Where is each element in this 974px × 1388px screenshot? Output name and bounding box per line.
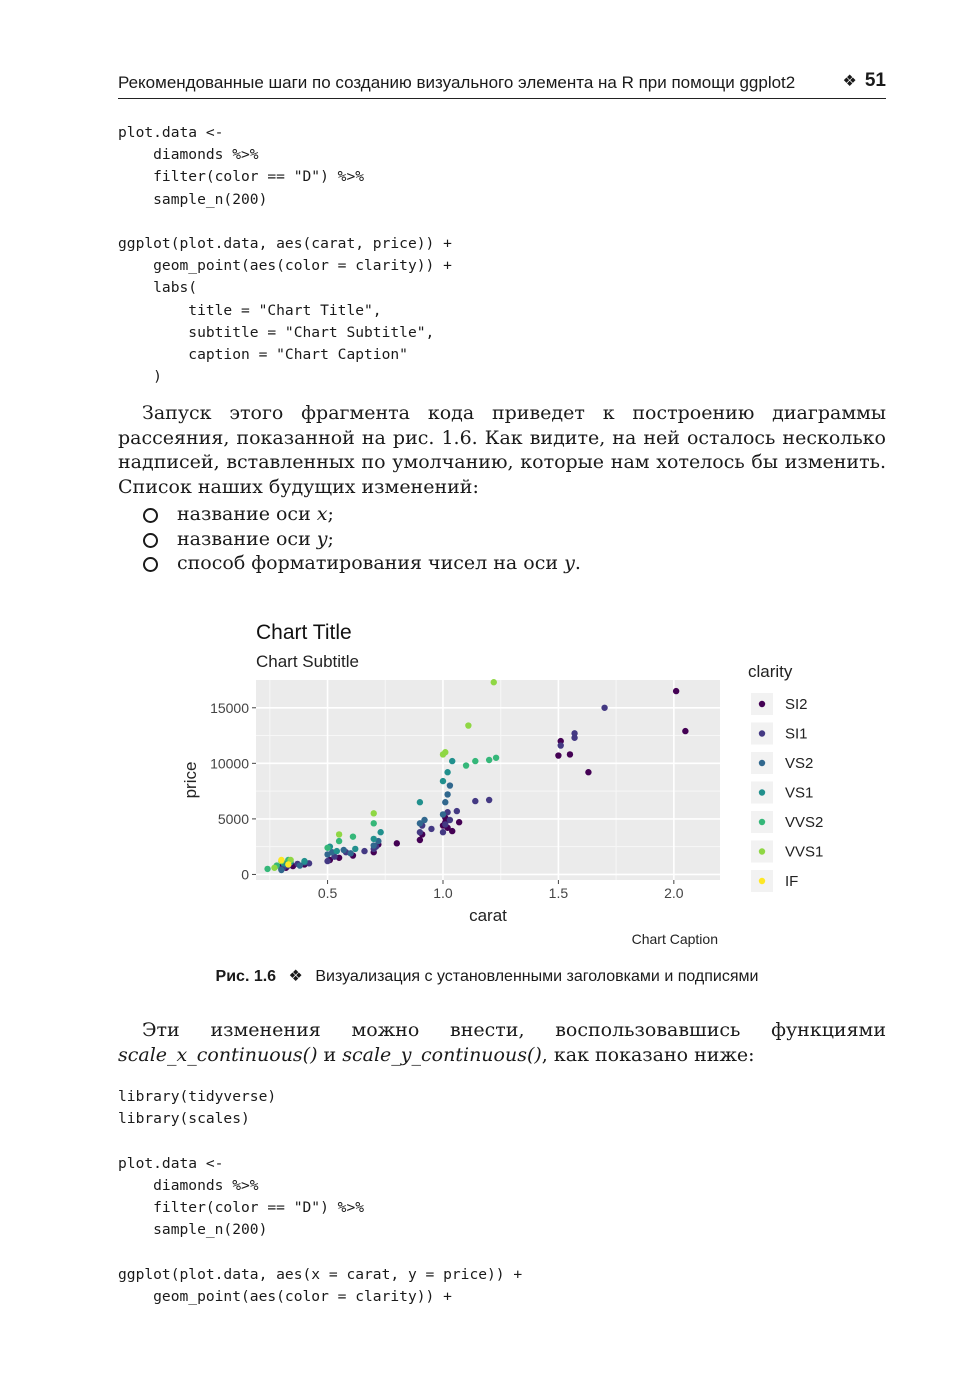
figure-caption xyxy=(0,966,974,986)
data-point-if xyxy=(285,861,291,867)
data-point-vvs2 xyxy=(350,833,356,839)
running-header-title: Рекомендованные шаги по созданию визуального элемента на R при помощи ggplot2 xyxy=(118,73,796,92)
diamond-ornament-icon: ❖ xyxy=(842,73,857,90)
bullet-item: способ форматирования чисел на оси y. xyxy=(143,551,581,576)
data-point-vvs2 xyxy=(463,762,469,768)
legend-title: clarity xyxy=(748,662,793,681)
data-point-si2 xyxy=(449,828,455,834)
data-point-si2 xyxy=(585,769,591,775)
data-point-si1 xyxy=(447,817,453,823)
data-point-vvs1 xyxy=(465,722,471,728)
code-block-2: library(tidyverse) library(scales) plot.data <- diamonds %>% filter(color == "D") %>% sample_n(200) ggplot(plot.data, aes(x = carat, y = price)) + geom_point(aes(color = clarity)) + xyxy=(118,1088,523,1305)
data-point-si1 xyxy=(571,730,577,736)
code-block-1: plot.data <- diamonds %>% filter(color == "D") %>% sample_n(200) ggplot(plot.data, aes(carat, price)) + geom_point(aes(color = clarity)) + labs( title = "Chart Title", subtitle = "Chart Subtitle", caption = "Chart Caption" ) xyxy=(118,124,452,386)
legend-label: VVS2 xyxy=(785,814,824,831)
legend-label: VS2 xyxy=(785,755,814,772)
data-point-vs1 xyxy=(440,778,446,784)
data-point-vs2 xyxy=(278,867,284,873)
data-point-si1 xyxy=(454,808,460,814)
bullet-list xyxy=(143,502,581,576)
bullet-item: название оси y; xyxy=(143,527,581,552)
data-point-vs2 xyxy=(371,842,377,848)
paragraph-1-text: Запуск этого фрагмента кода приведет к построению диаграммы рассеяния, показанной на рис. 1.6. Как видите, на ней осталось несколько надписей, вставленных по умолчанию, которые нам хотелось бы изменить. Список наших будущих изменений: xyxy=(118,402,886,498)
legend-label: SI1 xyxy=(785,725,808,743)
data-point-si2 xyxy=(417,837,423,843)
data-point-si1 xyxy=(486,797,492,803)
legend-key-si2 xyxy=(759,701,765,707)
bullet-circle-icon xyxy=(143,557,158,572)
scatter-chart xyxy=(178,612,824,952)
data-point-vvs1 xyxy=(491,679,497,685)
figure-caption-text: Визуализация с установленными заголовками и подписями xyxy=(315,968,759,985)
x-tick-label: 1.0 xyxy=(433,885,453,901)
data-point-vs2 xyxy=(440,811,446,817)
data-point-si1 xyxy=(442,821,448,827)
x-tick-label: 0.5 xyxy=(317,885,338,901)
legend-key-vvs2 xyxy=(759,819,765,825)
data-point-si2 xyxy=(567,751,573,757)
legend-key-vs1 xyxy=(759,789,765,795)
data-point-vs1 xyxy=(371,836,377,842)
data-point-vs2 xyxy=(347,850,353,856)
data-point-vvs2 xyxy=(336,838,342,844)
data-point-si1 xyxy=(601,705,607,711)
data-point-vs1 xyxy=(444,769,450,775)
bullet-item: название оси x; xyxy=(143,502,581,527)
chart-caption: Chart Caption xyxy=(631,931,718,947)
data-point-vs1 xyxy=(352,846,358,852)
page-number: 51 xyxy=(864,70,886,91)
data-point-si1 xyxy=(472,798,478,804)
data-point-si2 xyxy=(555,752,561,758)
data-point-vs2 xyxy=(444,791,450,797)
data-point-vs2 xyxy=(341,847,347,853)
y-tick-label: 5000 xyxy=(217,810,249,827)
data-point-vvs1 xyxy=(336,831,342,837)
chart-title: Chart Title xyxy=(256,621,352,644)
data-point-si2 xyxy=(673,688,679,694)
data-point-si1 xyxy=(428,826,434,832)
data-point-vvs1 xyxy=(271,865,277,871)
data-point-vvs2 xyxy=(264,866,270,872)
legend-label: VVS1 xyxy=(785,843,824,861)
data-point-si2 xyxy=(682,728,688,734)
data-point-vvs2 xyxy=(486,757,492,763)
function-name: scale_y_continuous() xyxy=(342,1043,542,1066)
data-point-vvs2 xyxy=(371,820,377,826)
data-point-vs1 xyxy=(417,799,423,805)
data-point-vs1 xyxy=(377,829,383,835)
data-point-si2 xyxy=(394,840,400,846)
bullet-circle-icon xyxy=(143,508,158,523)
chart-subtitle: Chart Subtitle xyxy=(256,652,359,671)
x-tick-label: 1.5 xyxy=(548,885,569,901)
data-point-vs2 xyxy=(442,799,448,805)
data-point-vvs1 xyxy=(442,749,448,755)
running-header xyxy=(118,70,886,99)
data-point-vvs2 xyxy=(472,758,478,764)
data-point-si1 xyxy=(440,829,446,835)
figure-label: Рис. 1.6 xyxy=(215,968,277,985)
legend-key-si1 xyxy=(759,730,765,736)
data-point-vs1 xyxy=(334,848,340,854)
legend-label: VS1 xyxy=(785,784,814,802)
data-point-si1 xyxy=(324,858,330,864)
y-axis-label: price xyxy=(181,761,200,799)
x-axis-label: carat xyxy=(469,906,507,925)
x-tick-label: 2.0 xyxy=(664,885,684,901)
data-point-vs2 xyxy=(421,817,427,823)
figure-caption-ornament-icon: ❖ xyxy=(288,968,303,985)
data-point-vs1 xyxy=(449,758,455,764)
legend-label: SI2 xyxy=(785,696,808,713)
y-tick-label: 15000 xyxy=(210,699,249,716)
data-point-si1 xyxy=(558,742,564,748)
bullet-circle-icon xyxy=(143,533,158,548)
legend-key-if xyxy=(759,878,765,884)
data-point-si2 xyxy=(456,819,462,825)
data-point-si1 xyxy=(417,829,423,835)
data-point-vs1 xyxy=(301,858,307,864)
paragraph-2: Эти изменения можно внести, воспользовавшись функциями scale_x_continuous() и scale_y_continuous(), как показано ниже: xyxy=(118,1019,886,1066)
data-point-vvs1 xyxy=(371,810,377,816)
page-number-group xyxy=(843,70,886,92)
data-point-vvs2 xyxy=(493,755,499,761)
data-point-vs2 xyxy=(447,782,453,788)
legend-key-vvs1 xyxy=(759,848,765,854)
paragraph-1 xyxy=(118,401,886,499)
function-name: scale_x_continuous() xyxy=(118,1043,318,1066)
legend-label: IF xyxy=(785,873,799,890)
y-tick-label: 10000 xyxy=(210,755,249,772)
legend-key-vs2 xyxy=(759,760,765,766)
y-tick-label: 0 xyxy=(241,866,249,883)
data-point-si1 xyxy=(361,848,367,854)
data-point-if xyxy=(278,857,284,863)
data-point-vvs2 xyxy=(324,845,330,851)
